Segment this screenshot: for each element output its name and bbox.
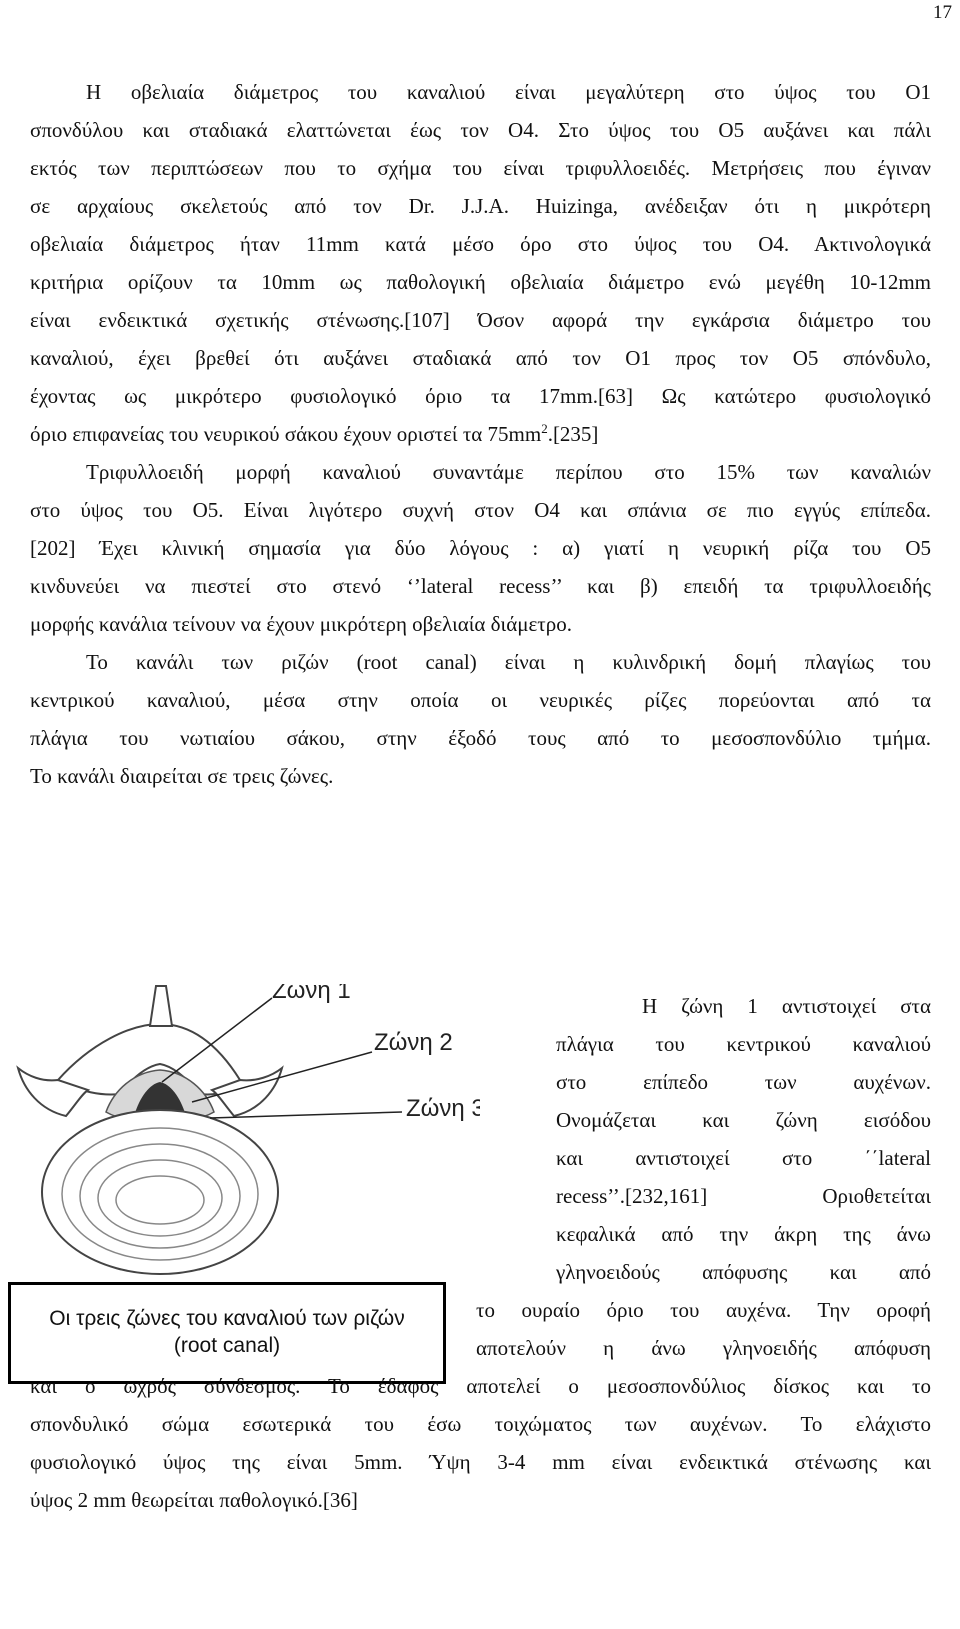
text-line: και αντιστοιχεί στο ΄΄lateral: [556, 1146, 931, 1170]
text-line: πλάγια του νωτιαίου σάκου, στην έξοδό τους από το μεσοσπονδύλιο τμήμα.: [30, 726, 931, 750]
zone-3-label: Ζώνη 3: [406, 1095, 480, 1122]
caption-line: Οι τρεις ζώνες του καναλιού των ριζών: [49, 1307, 405, 1330]
text-line: [202] Έχει κλινική σημασία για δύο λόγους : α) γιατί η νευρική ρίζα του Ο5: [30, 536, 931, 560]
text-line: στο ύψος του Ο5. Είναι λιγότερο συχνή στον Ο4 και σπάνια σε πιο εγγύς επίπεδα.: [30, 498, 931, 522]
text-line: καναλιού, έχει βρεθεί ότι αυξάνει σταδιακά από τον Ο1 προς τον Ο5 σπόνδυλο,: [30, 346, 931, 370]
text-line: γληνοειδούς απόφυσης και από: [556, 1260, 931, 1284]
text-line: [30, 422, 931, 446]
text-line: είναι ενδεικτικά σχετικής στένωσης.[107] Όσον αφορά την εγκάρσια διάμετρο του: [30, 308, 931, 332]
caption-line: (root canal): [173, 1334, 281, 1357]
vertebra-diagram: [10, 984, 480, 1284]
text-line: οβελιαία διάμετρος ήταν 11mm κατά μέσο όρο στο ύψος του Ο4. Ακτινολογικά: [30, 232, 931, 256]
text-fragment: όριο επιφανείας του νευρικού σάκου έχουν οριστεί τα 75mm: [30, 422, 542, 446]
text-line: το ουραίο όριο του αυχένα. Την οροφή: [476, 1298, 931, 1322]
text-line: κριτήρια ορίζουν τα 10mm ως παθολογική οβελιαία διάμετρο ενώ μεγέθη 10-12mm: [30, 270, 931, 294]
text-line: μορφής κανάλια τείνουν να έχουν μικρότερη οβελιαία διάμετρο.: [30, 612, 572, 636]
text-line: έχοντας ως μικρότερο φυσιολογικό όριο τα 17mm.[63] Ως κατώτερο φυσιολογικό: [30, 384, 931, 408]
text-line: στο επίπεδο των αυχένων.: [556, 1070, 931, 1094]
text-line: σε αρχαίους σκελετούς από τον Dr. J.J.A. Huizinga, ανέδειξαν ότι η μικρότερη: [30, 194, 931, 218]
zone-1-label: Ζώνη 1: [272, 984, 351, 1004]
zone-2-label: Ζώνη 2: [374, 1029, 453, 1056]
text-line: Τριφυλλοειδή μορφή καναλιού συναντάμε περίπου στο 15% των καναλιών: [86, 460, 931, 484]
text-line: πλάγια του κεντρικού καναλιού: [556, 1032, 931, 1056]
text-line: ύψος 2 mm θεωρείται παθολογικό.[36]: [30, 1488, 358, 1512]
spinous-process: [150, 986, 172, 1026]
figure-vertebra: [10, 984, 480, 1299]
text-line: κινδυνεύει να πιεστεί στο στενό ‘’lateral recess’’ και β) επειδή τα τριφυλλοειδής: [30, 574, 931, 598]
vertebral-body: [42, 1110, 278, 1274]
text-line: εκτός των περιπτώσεων που το σχήμα του είναι τριφυλλοειδές. Μετρήσεις που έγιναν: [30, 156, 931, 180]
text-line: αποτελούν η άνω γληνοειδής απόφυση: [476, 1336, 931, 1360]
text-line: Η οβελιαία διάμετρος του καναλιού είναι μεγαλύτερη στο ύψος του Ο1: [86, 80, 931, 104]
superscript: 2: [541, 421, 548, 436]
text-line: Το κανάλι των ριζών (root canal) είναι η κυλινδρική δομή πλαγίως του: [86, 650, 931, 674]
text-line: Το κανάλι διαιρείται σε τρεις ζώνες.: [30, 764, 334, 788]
text-line: φυσιολογικό ύψος της είναι 5mm. Ύψη 3-4 mm είναι ενδεικτικά στένωσης και: [30, 1450, 931, 1474]
text-line: Ονομάζεται και ζώνη εισόδου: [556, 1108, 931, 1132]
text-line: κεφαλικά από την άκρη της άνω: [556, 1222, 931, 1246]
figure-caption: [8, 1282, 446, 1384]
text-line: και ο ωχρός σύνδεσμος. Το έδαφος αποτελεί ο μεσοσπονδύλιος δίσκος και το: [30, 1374, 931, 1398]
citation: .[235]: [547, 422, 599, 446]
text-line: recess’’.[232,161] Οριοθετείται: [556, 1184, 931, 1208]
text-line: σπονδύλου και σταδιακά ελαττώνεται έως τον Ο4. Στο ύψος του Ο5 αυξάνει και πάλι: [30, 118, 931, 142]
text-line: σπονδυλικό σώμα εσωτερικά του έσω τοιχώματος των αυχένων. Το ελάχιστο: [30, 1412, 931, 1436]
text-line: Η ζώνη 1 αντιστοιχεί στα: [642, 994, 931, 1018]
page-number: 17: [933, 2, 952, 23]
text-line: κεντρικού καναλιού, μέσα στην οποία οι νευρικές ρίζες πορεύονται από τα: [30, 688, 931, 712]
